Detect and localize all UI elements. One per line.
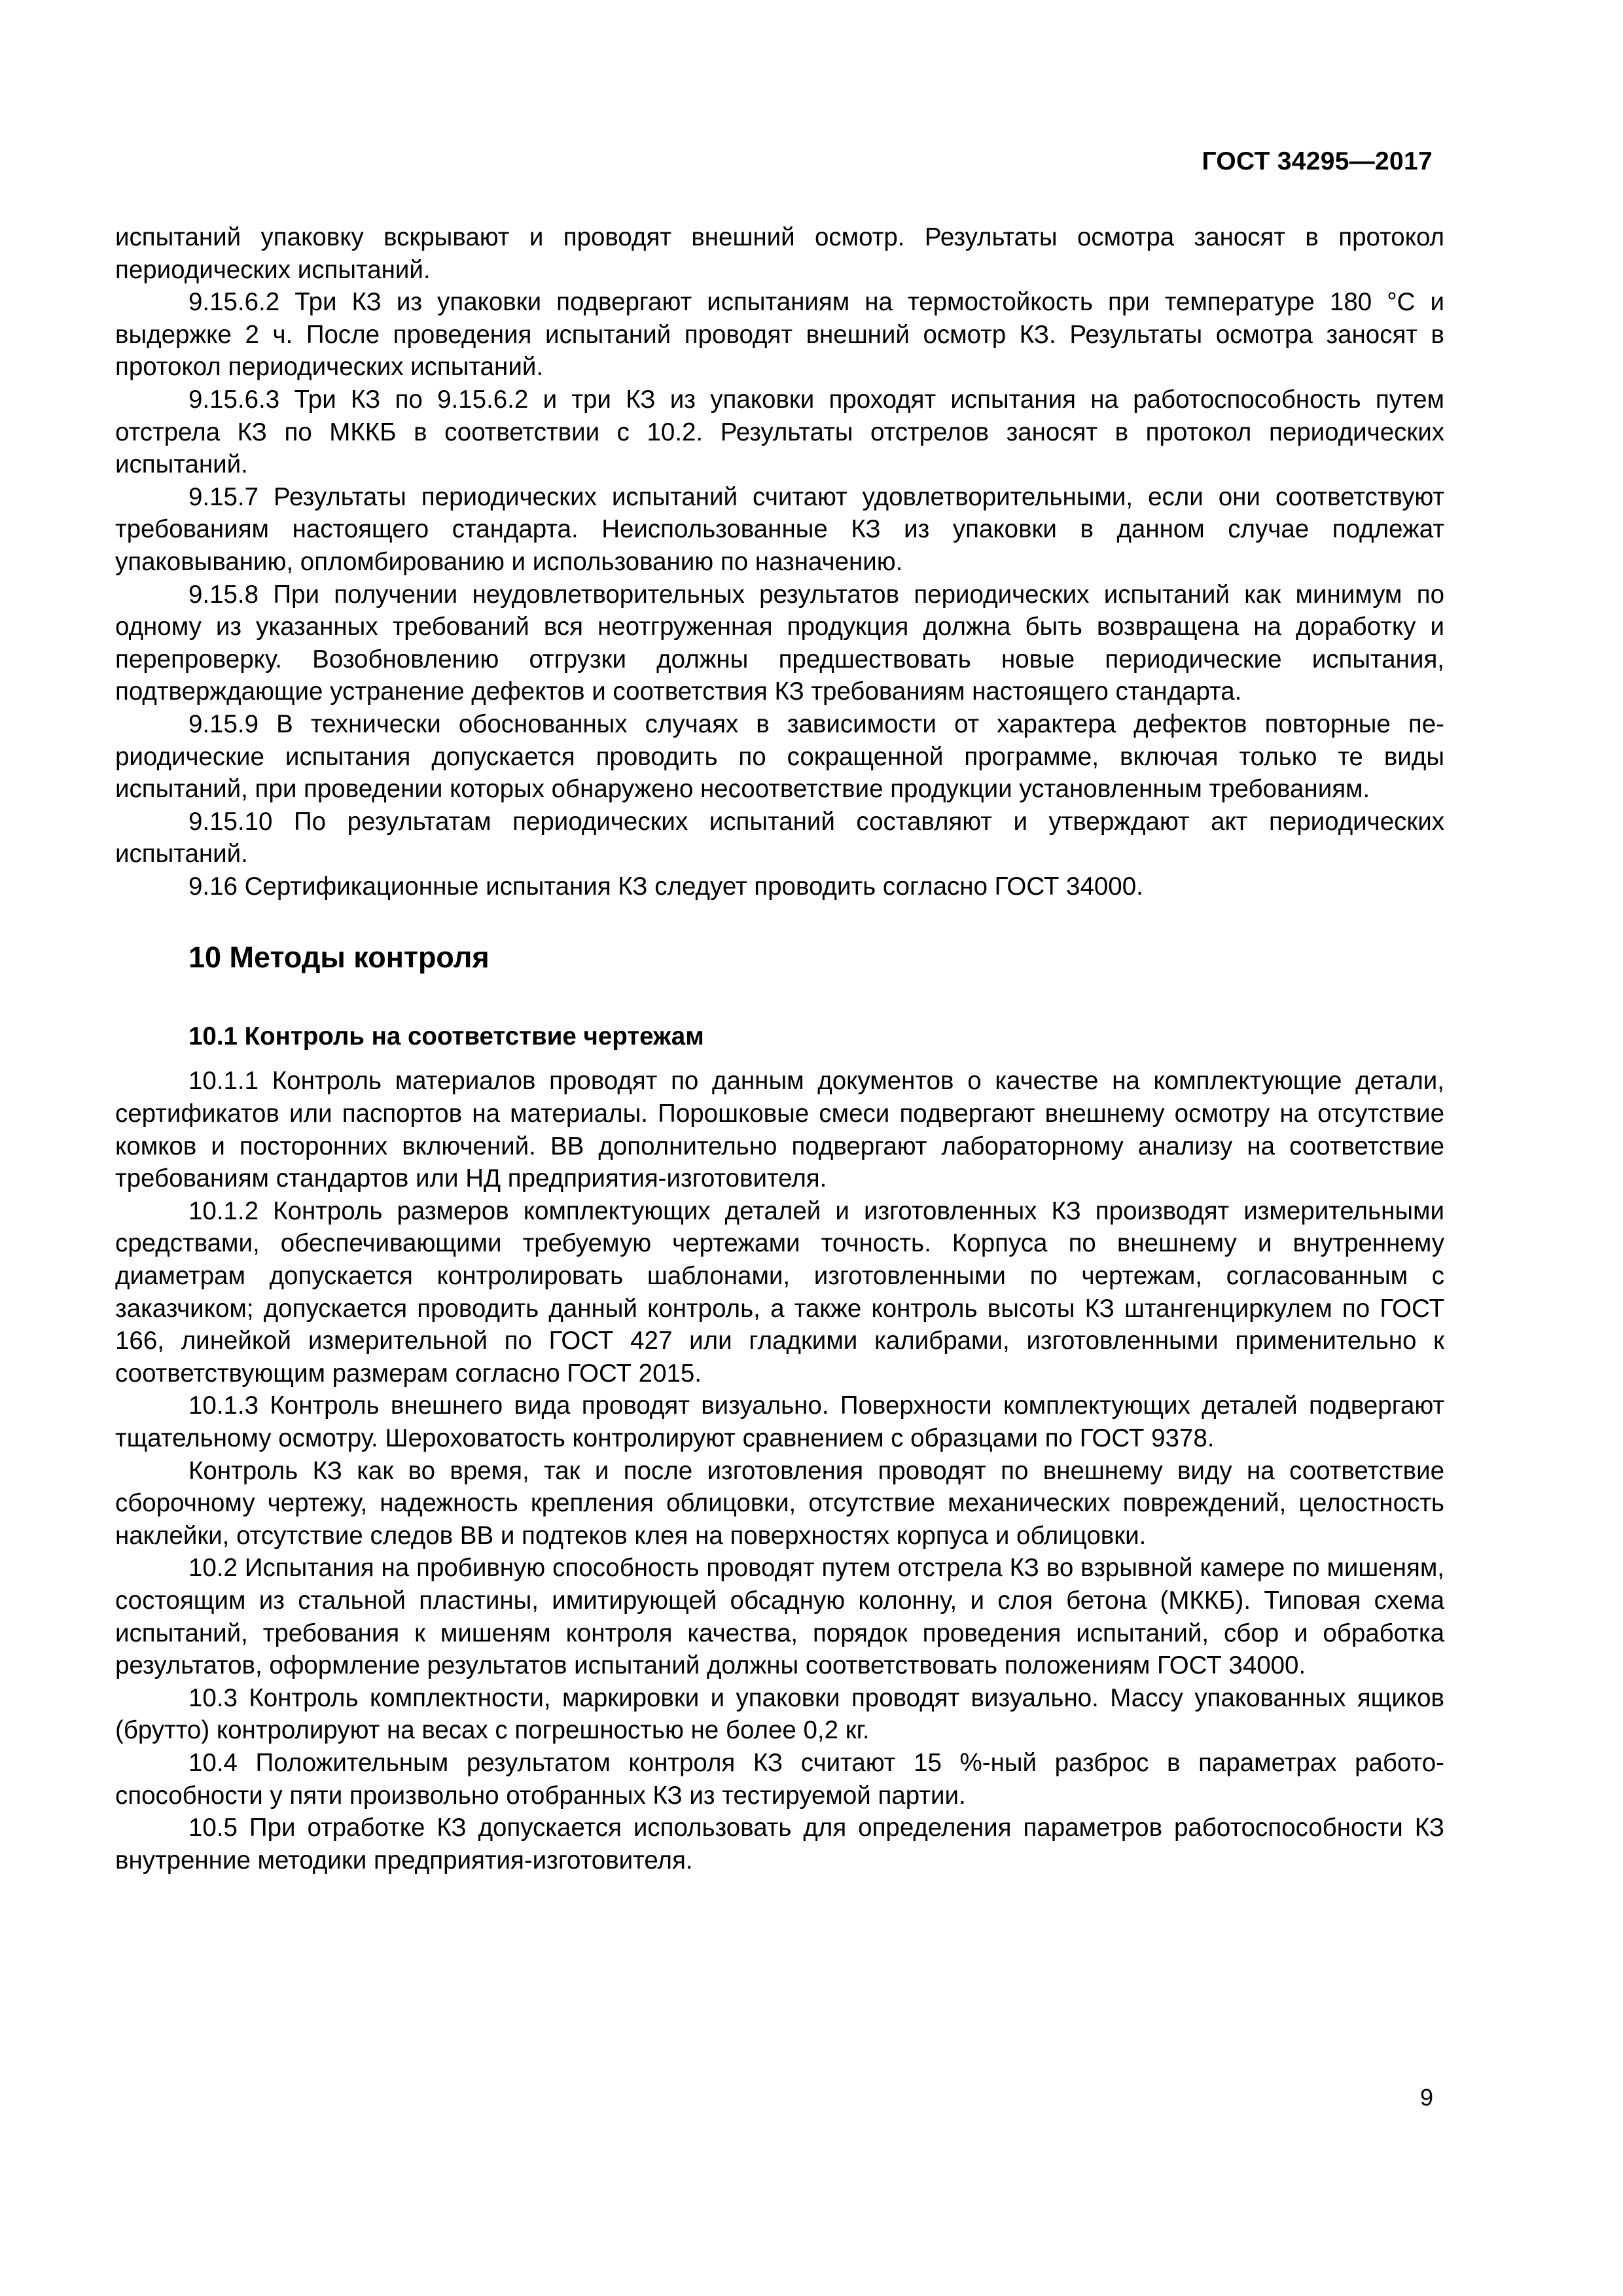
paragraph: 9.15.8 При получении неудовлетворительных результатов периодических испытаний как минимум по одному из указанных требований вся неотгруженная продукция должна быть возвращена на доработку и перепроверку. Возобновлению отгрузки должны предшествовать новые периодические испытания, подтверждающие устранение дефектов и соответствия КЗ требованиям настоящего стандарта. xyxy=(115,580,1444,706)
paragraph: 10.1.2 Контроль размеров комплектующих деталей и изготовленных КЗ производят измерительными средствами, обеспечивающими требуемую чертежами точность. Корпуса по внешнему и внутреннему диаметрам допускается контролировать шаблонами, изготовленными по чертежам, согласованным с заказчиком; допускается проводить данный контроль, а также контроль высоты КЗ штангенциркулем по ГОСТ 166, линейкой измерительной по ГОСТ 427 или гладкими калибрами, изготовленными применительно к соответствующим размерам согласно ГОСТ 2015. xyxy=(115,1196,1444,1388)
paragraph: 9.15.9 В технически обоснованных случаях в зависимости от характера дефектов повторные периодические испытания допускается проводить по сокращенной программе, включая только те виды испытаний, при проведении которых обнаружено несоответствие продукции установленным требованиям. xyxy=(115,709,1444,804)
paragraph: 10.5 При отработке КЗ допускается использовать для определения параметров работоспособности КЗ внутренние методики предприятия-изготовителя. xyxy=(115,1814,1444,1874)
paragraph: 10.1.3 Контроль внешнего вида проводят визуально. Поверхности комплектующих деталей подвергают тщательному осмотру. Шероховатость контролируют сравнением с образцами по ГОСТ 9378. xyxy=(115,1391,1444,1452)
paragraphs-top xyxy=(115,221,1444,903)
paragraph: 9.16 Сертификационные испытания КЗ следует проводить согласно ГОСТ 34000. xyxy=(188,872,1143,901)
paragraph: 10.3 Контроль комплектности, маркировки и упаковки проводят визуально. Массу упакованных ящиков (брутто) контролируют на весах с погрешностью не более 0,2 кг. xyxy=(115,1683,1444,1745)
paragraph: 9.15.6.3 Три КЗ по 9.15.6.2 и три КЗ из упаковки проходят испытания на работоспособность путем отстрела КЗ по МККБ в соответствии с 10.2. Результаты отстрелов заносят в протокол периодических испытаний. xyxy=(115,385,1444,479)
document-header: ГОСТ 34295—2017 xyxy=(1202,147,1433,175)
paragraph: 9.15.7 Результаты периодических испытаний считают удовлетворительными, если они соответствуют требованиям настоящего стандарта. Неиспользованные КЗ из упаковки в данном случае подлежат упаковыванию, опломбированию и использованию по назначению. xyxy=(115,482,1444,576)
paragraphs-bottom xyxy=(115,1065,1444,1876)
document-body xyxy=(115,221,1444,1876)
paragraph: 9.15.10 По результатам периодических испытаний составляют и утверждают акт периодических испытаний. xyxy=(115,807,1444,869)
paragraph: 10.2 Испытания на пробивную способность проводят путем отстрела КЗ во взрывной камере по мишеням, состоящим из стальной пластины, имитирующей обсадную колонну, и слоя бетона (МККБ). Типовая схема испытаний, требования к мишеням контроля качества, порядок проведения испытаний, сбор и обработка результатов, оформление результатов испытаний должны соответствовать положениям ГОСТ 34000. xyxy=(115,1554,1444,1680)
paragraph: 10.1.1 Контроль материалов проводят по данным документов о качестве на комплектующие детали, сертификатов или паспортов на материалы. Порошковые смеси подвергают внешнему осмотру на отсутствие комков и посторонних включений. ВВ дополнительно подвергают лабораторному анализу на соответствие требованиям стандартов или НД предприятия-изготовителя. xyxy=(115,1067,1444,1193)
paragraph: испытаний упаковку вскрывают и проводят внешний осмотр. Результаты осмотра заносят в протокол периодических испытаний. xyxy=(115,223,1444,284)
paragraph: Контроль КЗ как во время, так и после изготовления проводят по внешнему виду на соответствие сборочному чертежу, надежность крепления облицовки, отсутствие механических повреждений, целостность наклейки, отсутствие следов ВВ и подтеков клея на поверхностях корпуса и облицовки. xyxy=(115,1456,1444,1550)
section-title: 10 Методы контроля xyxy=(188,941,490,975)
page-number: 9 xyxy=(1419,2084,1433,2111)
paragraph: 9.15.6.2 Три КЗ из упаковки подвергают испытаниям на термостойкость при температуре 180 °С и выдержке 2 ч. После проведения испытаний проводят внешний осмотр КЗ. Результаты осмотра заносят в протокол периодических испытаний. xyxy=(115,288,1444,382)
subsection-title: 10.1 Контроль на соответствие чертежам xyxy=(188,1022,704,1051)
paragraph: 10.4 Положительным результатом контроля КЗ считают 15 %-ный разброс в параметрах работоспособности у пяти произвольно отобранных КЗ из тестируемой партии. xyxy=(115,1748,1444,1810)
